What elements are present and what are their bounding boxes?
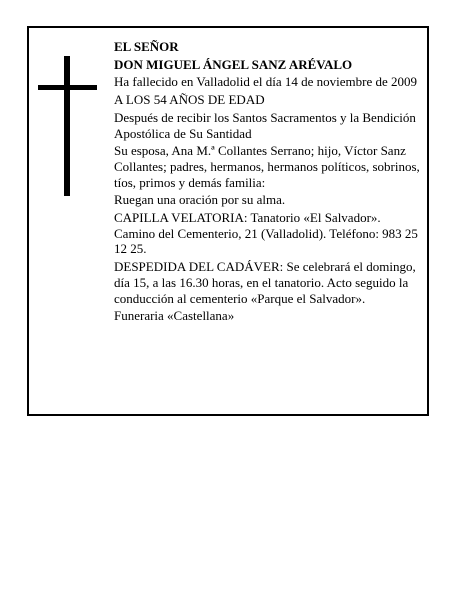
cross-horizontal-bar (38, 85, 97, 90)
chapel-info: CAPILLA VELATORIA: Tanatorio «El Salvador». Camino del Cementerio, 21 (Valladolid). Teléfono: 983 25 12 25. (114, 210, 418, 257)
death-announcement: Ha fallecido en Valladolid el día 14 de noviembre de 2009 (114, 74, 417, 90)
sacraments-line: Después de recibir los Santos Sacramentos y la Bendición Apostólica de Su Santidad (114, 109, 416, 141)
family-line: Su esposa, Ana M.ª Collantes Serrano; hijo, Víctor Sanz Collantes; padres, hermanos, hermanos políticos, sobrinos, tíos, primos y demás familia: (114, 143, 420, 190)
cross-vertical-bar (64, 56, 70, 196)
deceased-name: DON MIGUEL ÁNGEL SANZ ARÉVALO (114, 56, 353, 72)
funeral-home: Funeraria «Castellana» (114, 308, 235, 324)
age-line: A LOS 54 AÑOS DE EDAD (114, 92, 265, 108)
prayer-request: Ruegan una oración por su alma. (114, 192, 286, 208)
obituary-text (114, 39, 420, 326)
farewell-info: DESPEDIDA DEL CADÁVER: Se celebrará el domingo, día 15, a las 16.30 horas, en el tanatorio. Acto seguido la conducción al cementerio «Parque el Salvador». (114, 259, 416, 306)
deceased-title: EL SEÑOR (114, 39, 179, 54)
